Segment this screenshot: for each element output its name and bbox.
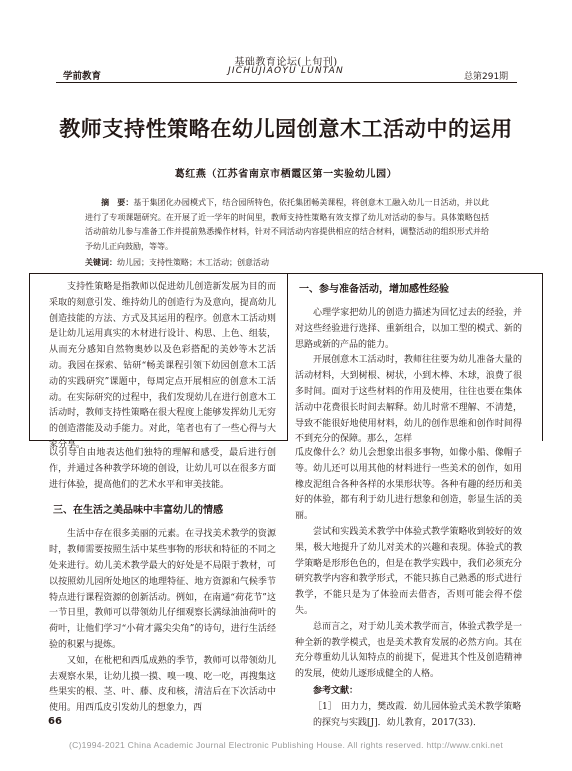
section3-paragraph-1: 生活中存在很多美丽的元素。在寻找美术教学的资源时，教师需要按照生活中某些事物的形状和特征的不同之处来进行。幼儿美术教学最大的好处是不局限于教材，可以按照幼儿园所处地区的地理特征、地方资源和气候季节特点进行课程资源的创新活动。例如，在南通“荷花节”这一节日里，教师可以带领幼儿仔细观察长满绿油油荷叶的荷叶，让他们学习“小荷才露尖尖角”的诗句，进行生活经验的积累与提炼。 xyxy=(49,529,276,650)
references-heading: 参考文献： xyxy=(313,685,359,696)
left-continuation: 以引导自由地表达他们独特的理解和感受，最后进行创作，并通过各种教学环境的创设，让幼儿可以在很多方面进行体验，提高他们的艺术水平和审美技能。 xyxy=(49,448,276,490)
author-line: 葛红燕（江苏省南京市栖霞区第一实验幼儿园） xyxy=(174,169,398,180)
abstract-label: 摘 要： xyxy=(101,198,134,207)
frame-divider xyxy=(287,273,288,441)
issue-number: 总第291期 xyxy=(464,72,509,82)
reference-item: ［1］ 田力力，樊改霞．幼儿园体验式美术教学策略的探究与实践[J]．幼儿教育，2017(33)． xyxy=(313,701,522,728)
section1-paragraph-1: 心理学家把幼儿的创造力描述为回忆过去的经验，并对这些经验进行选择、重新组合，以加工型的模式、新的思路或新的产品的能力。 xyxy=(295,308,522,350)
intro-paragraph: 支持性策略是指教师以促进幼儿创造新发展为目的而采取的刻意引发、维持幼儿的创造行为及意向，提高幼儿创造技能的方法、方式及其运用的程序。创意木工活动则是让幼儿运用真实的木材进行设计、构思、上色、组装，从而充分感知自然物奥妙以及色彩搭配的美妙等木艺活动。我园在探索、钻研“畅美课程引领下幼园创意木工活动的实践研究”课题中，每周定点开展相应的创意木工活动。在实际研究的过程中，我们发现幼儿在进行创意木工活动时，教师支持性策略在很大程度上能够发挥幼儿无穷的创造潜能及动手能力。对此，笔者也有了一些心得与大家分享。 xyxy=(49,282,276,450)
journal-pinyin: JICHUJIAOYU LUNTAN xyxy=(228,66,344,76)
header-rule xyxy=(56,82,517,83)
paragraph-conclusion: 总而言之，对于幼儿美术教学而言，体验式教学是一种全新的教学模式，也是美术教育发展的必然方向。其在充分尊重幼儿认知特点的前提下，促进其个性及创造精神的发展，使幼儿逐形成健全的人格。 xyxy=(295,621,522,680)
keywords-label: 关键词： xyxy=(85,258,117,267)
keywords xyxy=(85,256,489,271)
article-title: 教师支持性策略在幼儿园创意木工活动中的运用 xyxy=(59,117,513,141)
right-column-bottom xyxy=(295,446,522,731)
section3-paragraph-2: 又如，在枇杷和西瓜成熟的季节，教师可以带领幼儿去观察水果，让幼儿摸一摸、嗅一嗅、吃一吃，再搜集这些果实的根、茎、叶、藤、皮和核，清洁后在下次活动中使用。用西瓜皮引发幼儿的想象力，西 xyxy=(49,655,276,714)
copyright-footer: (C)1994-2021 China Academic Journal Electronic Publishing House. All rights reserved. http://www.cnki.net xyxy=(68,740,504,750)
left-column-bottom xyxy=(49,446,276,717)
section3-heading: 三、在生活之美品味中丰富幼儿的情感 xyxy=(53,505,223,517)
abstract-text: 基于集团化办园模式下，结合园所特色，依托集团畅美课程，将创意木工融入幼儿一日活动，并以此进行了专项课题研究。在开展了近一学年的时间里，教师支持性策略有效支撑了幼儿对活动的参与。具体策略包括活动前幼儿参与准备工作并提前熟悉操作材料，针对不同活动内容提供相应的结合材料，调整活动的组织形式并给予幼儿正向鼓励，等等。 xyxy=(85,198,490,251)
keywords-text: 幼儿园；支持性策略；木工活动；创意活动 xyxy=(117,258,269,267)
section1-heading: 一、参与准备活动，增加感性经验 xyxy=(299,284,449,295)
right-column-top xyxy=(295,280,522,448)
section-label: 学前教育 xyxy=(63,71,102,82)
paragraph-practice: 尝试和实践美术教学中体验式教学策略收到较好的效果，极大地提升了幼儿对美术的兴趣和表现。体验式的教学策略是形形色色的，但是在教学实践中，我们必须充分研究教学内容和教学形式，不能只拣自己熟悉的形式进行教学，不能只是为了体验而去借杏，否则可能会得不偿失。 xyxy=(295,526,522,616)
right-continuation: 瓜皮像什么？幼儿会想象出很多事物，如像小船、像帽子等。幼儿还可以用其他的材料进行一些美术的创作，如用橡皮泥组合各种各样的水果形状等。各种有趣的经历和美好的体验，都有利于幼儿进行想象和创造，彰显生活的美丽。 xyxy=(295,448,522,522)
page-number: 66 xyxy=(48,716,62,727)
abstract xyxy=(85,196,489,254)
journal-title: 基础教育论坛(上旬刊) xyxy=(234,57,338,68)
section1-paragraph-2: 开展创意木工活动时，教师往往要为幼儿准备大量的活动材料，大到树根、树状，小到木棒、木球，浪费了很多时间。面对于这些材料的作用及使用，往往也要在集体活动中花费很长时间去解释。幼儿时常不理解、不清楚，导致不能很好地使用材料，幼儿的创作思维和创作时间得不到充分的保障。那么，怎样 xyxy=(295,355,522,445)
